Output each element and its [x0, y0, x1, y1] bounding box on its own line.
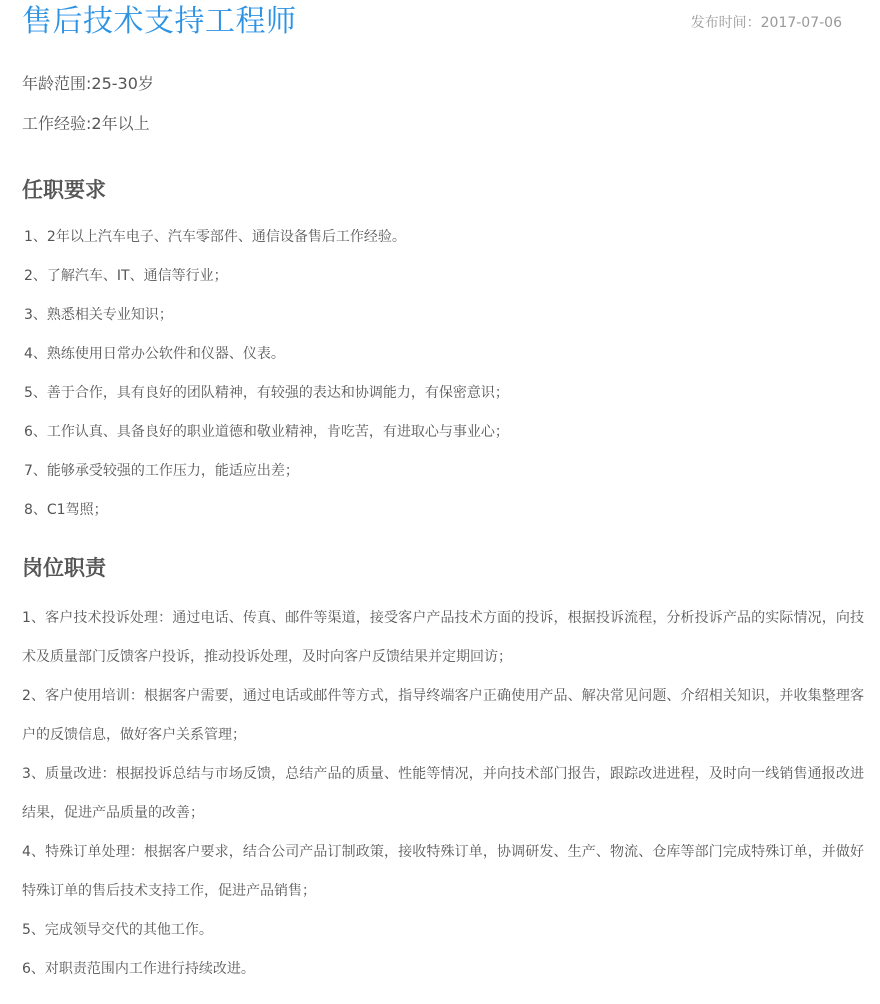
- publish-time: 发布时间：2017-07-06: [690, 15, 842, 31]
- list-item: 1、客户技术投诉处理：通过电话、传真、邮件等渠道，接受客户产品技术方面的投诉，根据投诉流程，分析投诉产品的实际情况，向技术及质量部门反馈客户投诉，推动投诉处理，及时向客户反馈结果并定期回访；: [22, 610, 864, 665]
- duties-heading: 岗位职责: [22, 556, 106, 580]
- list-item: 7、能够承受较强的工作压力，能适应出差；: [24, 463, 299, 479]
- job-title: 售后技术支持工程师: [22, 4, 297, 39]
- requirements-list: [24, 222, 864, 534]
- list-item: 4、特殊订单处理：根据客户要求，结合公司产品订制政策，接收特殊订单，协调研发、生产、物流、仓库等部门完成特殊订单，并做好特殊订单的售后技术支持工作，促进产品销售；: [22, 844, 864, 899]
- list-item: 6、工作认真、具备良好的职业道德和敬业精神，肯吃苦，有进取心与事业心；: [24, 424, 509, 440]
- list-item: 5、完成领导交代的其他工作。: [22, 922, 213, 938]
- list-item: 2、客户使用培训：根据客户需要，通过电话或邮件等方式，指导终端客户正确使用产品、解决常见问题、介绍相关知识，并收集整理客户的反馈信息，做好客户关系管理；: [22, 688, 864, 743]
- list-item: 4、熟练使用日常办公软件和仪器、仪表。: [24, 346, 285, 362]
- work-experience: 工作经验:2年以上: [22, 114, 150, 133]
- list-item: 6、对职责范围内工作进行持续改进。: [22, 961, 255, 977]
- age-range: 年龄范围:25-30岁: [22, 74, 154, 93]
- list-item: 2、了解汽车、IT、通信等行业；: [24, 268, 228, 284]
- list-item: 3、质量改进：根据投诉总结与市场反馈，总结产品的质量、性能等情况，并向技术部门报告，跟踪改进进程，及时向一线销售通报改进结果，促进产品质量的改善；: [22, 766, 864, 821]
- list-item: 8、C1驾照；: [24, 502, 108, 518]
- list-item: 3、熟悉相关专业知识；: [24, 307, 173, 323]
- list-item: 5、善于合作，具有良好的团队精神，有较强的表达和协调能力，有保密意识；: [24, 385, 509, 401]
- list-item: 1、2年以上汽车电子、汽车零部件、通信设备售后工作经验。: [24, 229, 406, 245]
- requirements-heading: 任职要求: [22, 178, 106, 202]
- duties-list: [22, 599, 864, 989]
